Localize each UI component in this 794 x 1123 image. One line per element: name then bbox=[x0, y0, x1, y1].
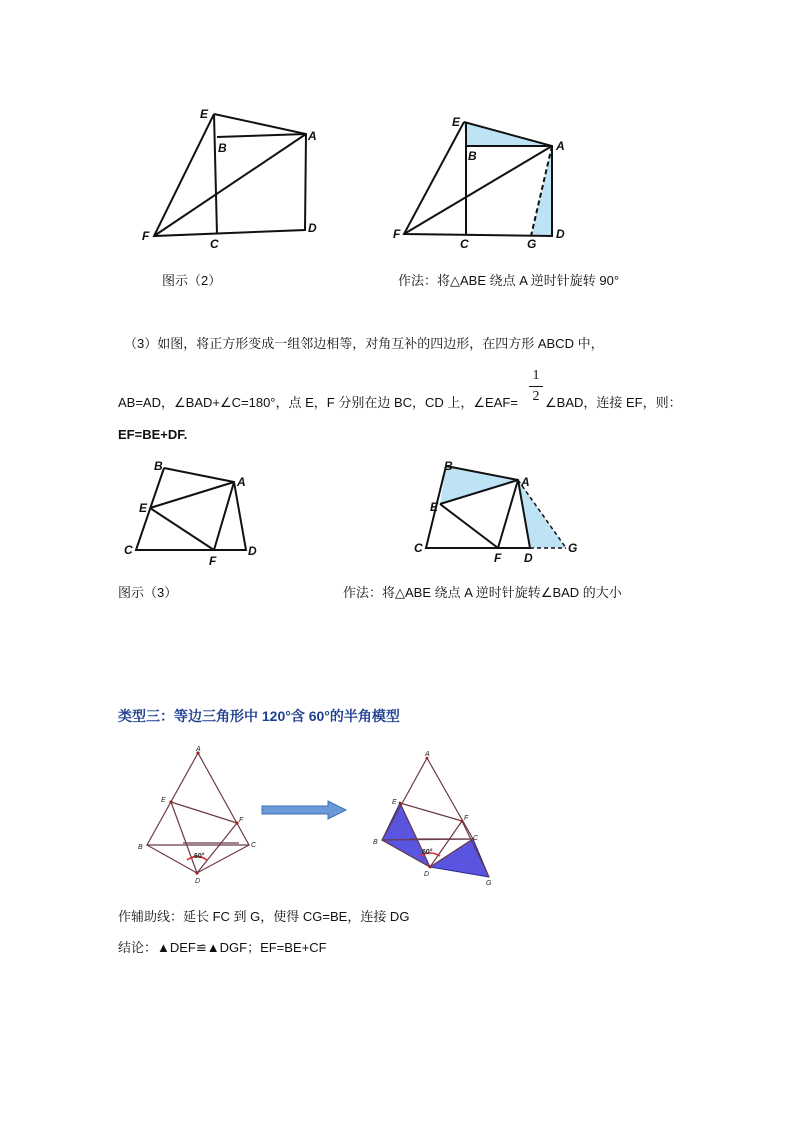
label-E: E bbox=[200, 107, 209, 121]
type3-left-diagram bbox=[135, 745, 265, 890]
label-G: G bbox=[568, 541, 578, 555]
shaded-triangle-rotated bbox=[531, 146, 552, 236]
figure2-right-diagram bbox=[390, 110, 590, 260]
label-E: E bbox=[161, 797, 166, 804]
type3-conclusion: 结论：▲DEF≌▲DGF；EF=BE+CF bbox=[118, 940, 327, 955]
label-A: A bbox=[556, 139, 565, 153]
angle-label: 60° bbox=[422, 849, 433, 856]
label-D: D bbox=[248, 544, 257, 558]
label-B: B bbox=[154, 459, 163, 473]
label-D: D bbox=[524, 551, 533, 565]
section3-conclusion: EF=BE+DF. bbox=[118, 427, 188, 442]
label-B: B bbox=[468, 149, 477, 163]
label-B: B bbox=[218, 141, 227, 155]
transform-arrow bbox=[260, 800, 350, 820]
label-D: D bbox=[424, 871, 430, 878]
label-A: A bbox=[196, 746, 201, 753]
label-A: A bbox=[237, 475, 246, 489]
label-F: F bbox=[209, 554, 217, 568]
figure2-left-diagram bbox=[140, 100, 340, 260]
figure3-caption-right: 作法：将△ABE 绕点 A 逆时针旋转∠BAD 的大小 bbox=[343, 585, 622, 600]
figure2-caption-left: 图示（2） bbox=[162, 273, 222, 288]
label-C: C bbox=[473, 835, 479, 842]
label-F: F bbox=[494, 551, 502, 565]
fraction-denominator: 2 bbox=[532, 389, 540, 404]
label-C: C bbox=[124, 543, 133, 557]
type3-auxiliary-line: 作辅助线：延长 FC 到 G，使得 CG=BE，连接 DG bbox=[118, 909, 410, 924]
label-F: F bbox=[142, 229, 150, 243]
figure3-caption-left: 图示（3） bbox=[118, 585, 178, 600]
type3-right-diagram bbox=[370, 750, 505, 890]
label-F: F bbox=[239, 817, 244, 824]
label-A: A bbox=[425, 751, 430, 758]
label-B: B bbox=[373, 839, 378, 846]
label-F: F bbox=[464, 815, 469, 822]
label-C: C bbox=[460, 237, 469, 251]
label-E: E bbox=[452, 115, 461, 129]
label-D: D bbox=[308, 221, 317, 235]
label-B: B bbox=[444, 459, 453, 473]
fraction-numerator: 1 bbox=[532, 368, 540, 383]
label-B: B bbox=[138, 844, 143, 851]
label-F: F bbox=[393, 227, 401, 241]
figure3-right-diagram bbox=[410, 458, 590, 564]
label-E: E bbox=[430, 500, 439, 514]
label-C: C bbox=[414, 541, 423, 555]
type3-heading: 类型三：等边三角形中 120°含 60°的半角模型 bbox=[118, 708, 400, 724]
label-C: C bbox=[251, 842, 257, 849]
section3-intro: （3）如图，将正方形变成一组邻边相等，对角互补的四边形，在四方形 ABCD 中， bbox=[124, 336, 604, 351]
label-A: A bbox=[308, 129, 317, 143]
label-C: C bbox=[210, 237, 219, 251]
angle-label: 60° bbox=[194, 853, 205, 860]
section3-condition-after: ∠BAD，连接 EF，则： bbox=[545, 395, 682, 410]
shaded-triangle-BED bbox=[382, 803, 430, 867]
label-D: D bbox=[195, 878, 201, 885]
figure2-caption-right: 作法：将△ABE 绕点 A 逆时针旋转 90° bbox=[398, 273, 620, 288]
label-A: A bbox=[521, 475, 530, 489]
label-E: E bbox=[392, 799, 397, 806]
label-E: E bbox=[139, 501, 148, 515]
label-D: D bbox=[556, 227, 565, 241]
label-G: G bbox=[527, 237, 537, 251]
section3-condition-before: AB=AD，∠BAD+∠C=180°，点 E，F 分别在边 BC，CD 上，∠EAF= bbox=[118, 395, 518, 410]
figure3-left-diagram bbox=[120, 458, 270, 570]
fraction-one-half bbox=[529, 368, 543, 405]
label-G: G bbox=[486, 880, 492, 887]
